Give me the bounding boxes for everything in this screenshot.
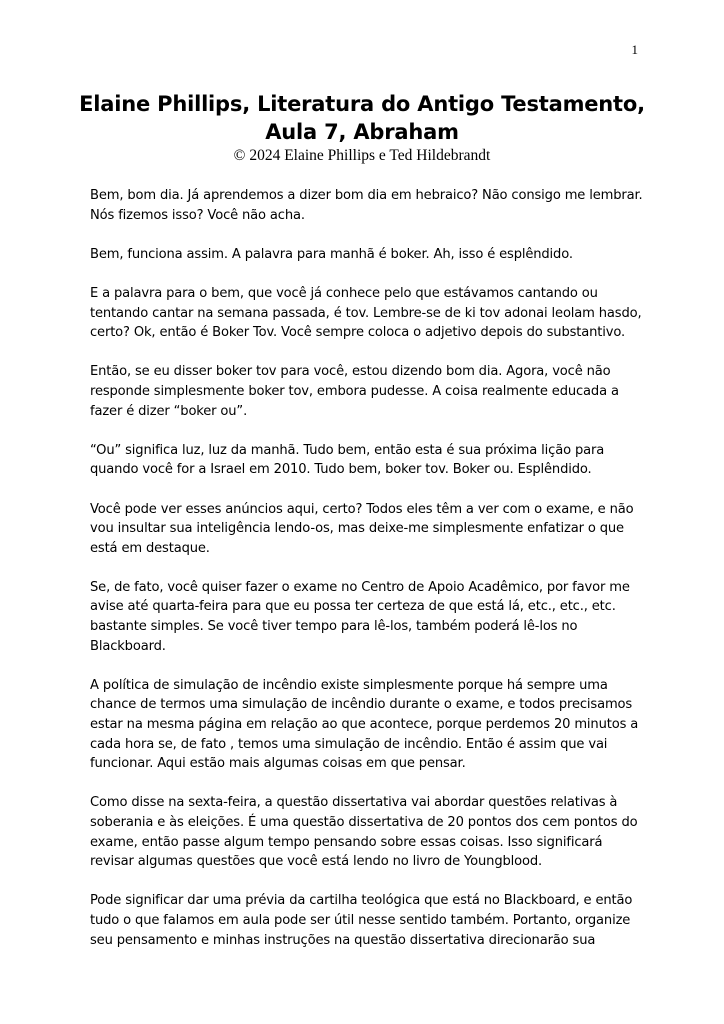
copyright-notice: © 2024 Elaine Phillips e Ted Hildebrandt bbox=[233, 147, 491, 164]
paragraph: Bem, funciona assim. A palavra para manhã é boker. Ah, isso é esplêndido. bbox=[90, 246, 573, 262]
paragraph: Bem, bom dia. Já aprendemos a dizer bom dia em hebraico? Não consigo me lembrar. Nós fizemos isso? Você não acha. bbox=[90, 188, 643, 223]
paragraph: Então, se eu disser boker tov para você, estou dizendo bom dia. Agora, você não responde simplesmente boker tov, embora pudesse. A coisa realmente educada a fazer é dizer “boker ou”. bbox=[90, 364, 619, 419]
title-line-1: Elaine Phillips, Literatura do Antigo Testamento, bbox=[79, 92, 645, 116]
title-block bbox=[60, 90, 664, 166]
paragraph: E a palavra para o bem, que você já conhece pelo que estávamos cantando ou tentando cantar na semana passada, é tov. Lembre-se de ki tov adonai leolam hasdo, certo? Ok, então é Boker Tov. Você sempre coloca o adjetivo depois do substantivo. bbox=[90, 285, 642, 341]
title-line-2: Aula 7, Abraham bbox=[265, 120, 459, 144]
paragraph: Pode significar dar uma prévia da cartilha teológica que está no Blackboard, e então tudo o que falamos em aula pode ser útil nesse sentido também. Portanto, organize seu pensamento e minhas instruções na questão dissertativa direcionarão sua bbox=[90, 893, 633, 948]
paragraph: Se, de fato, você quiser fazer o exame no Centro de Apoio Acadêmico, por favor me avise até quarta-feira para que eu possa ter certeza de que está lá, etc., etc., etc. bastante simples. Se você tiver tempo para lê-los, também poderá lê-los no Blackboard. bbox=[90, 579, 630, 654]
paragraph: A política de simulação de incêndio existe simplesmente porque há sempre uma chance de termos uma simulação de incêndio durante o exame, e todos precisamos estar na mesma página em relação ao que acontece, porque perdemos 20 minutos a cada hora se, de fato , temos uma simulação de incêndio. Então é assim que vai funcionar. Aqui estão mais algumas coisas em que pensar. bbox=[90, 677, 639, 772]
paragraph: “Ou” significa luz, luz da manhã. Tudo bem, então esta é sua próxima lição para quando você for a Israel em 2010. Tudo bem, boker tov. Boker ou. Esplêndido. bbox=[90, 442, 605, 478]
paragraph: Como disse na sexta-feira, a questão dissertativa vai abordar questões relativas à soberania e às eleições. É uma questão dissertativa de 20 pontos dos cem pontos do exame, então passe algum tempo pensando sobre essas coisas. Isso significará revisar algumas questões que você está lendo no livro de Youngblood. bbox=[90, 795, 638, 870]
page-number: 1 bbox=[631, 42, 638, 57]
document-title bbox=[60, 90, 664, 146]
body-text bbox=[90, 186, 650, 970]
paragraph: Você pode ver esses anúncios aqui, certo? Todos eles têm a ver com o exame, e não vou insultar sua inteligência lendo-os, mas deixe-me simplesmente enfatizar o que está em destaque. bbox=[90, 501, 634, 556]
